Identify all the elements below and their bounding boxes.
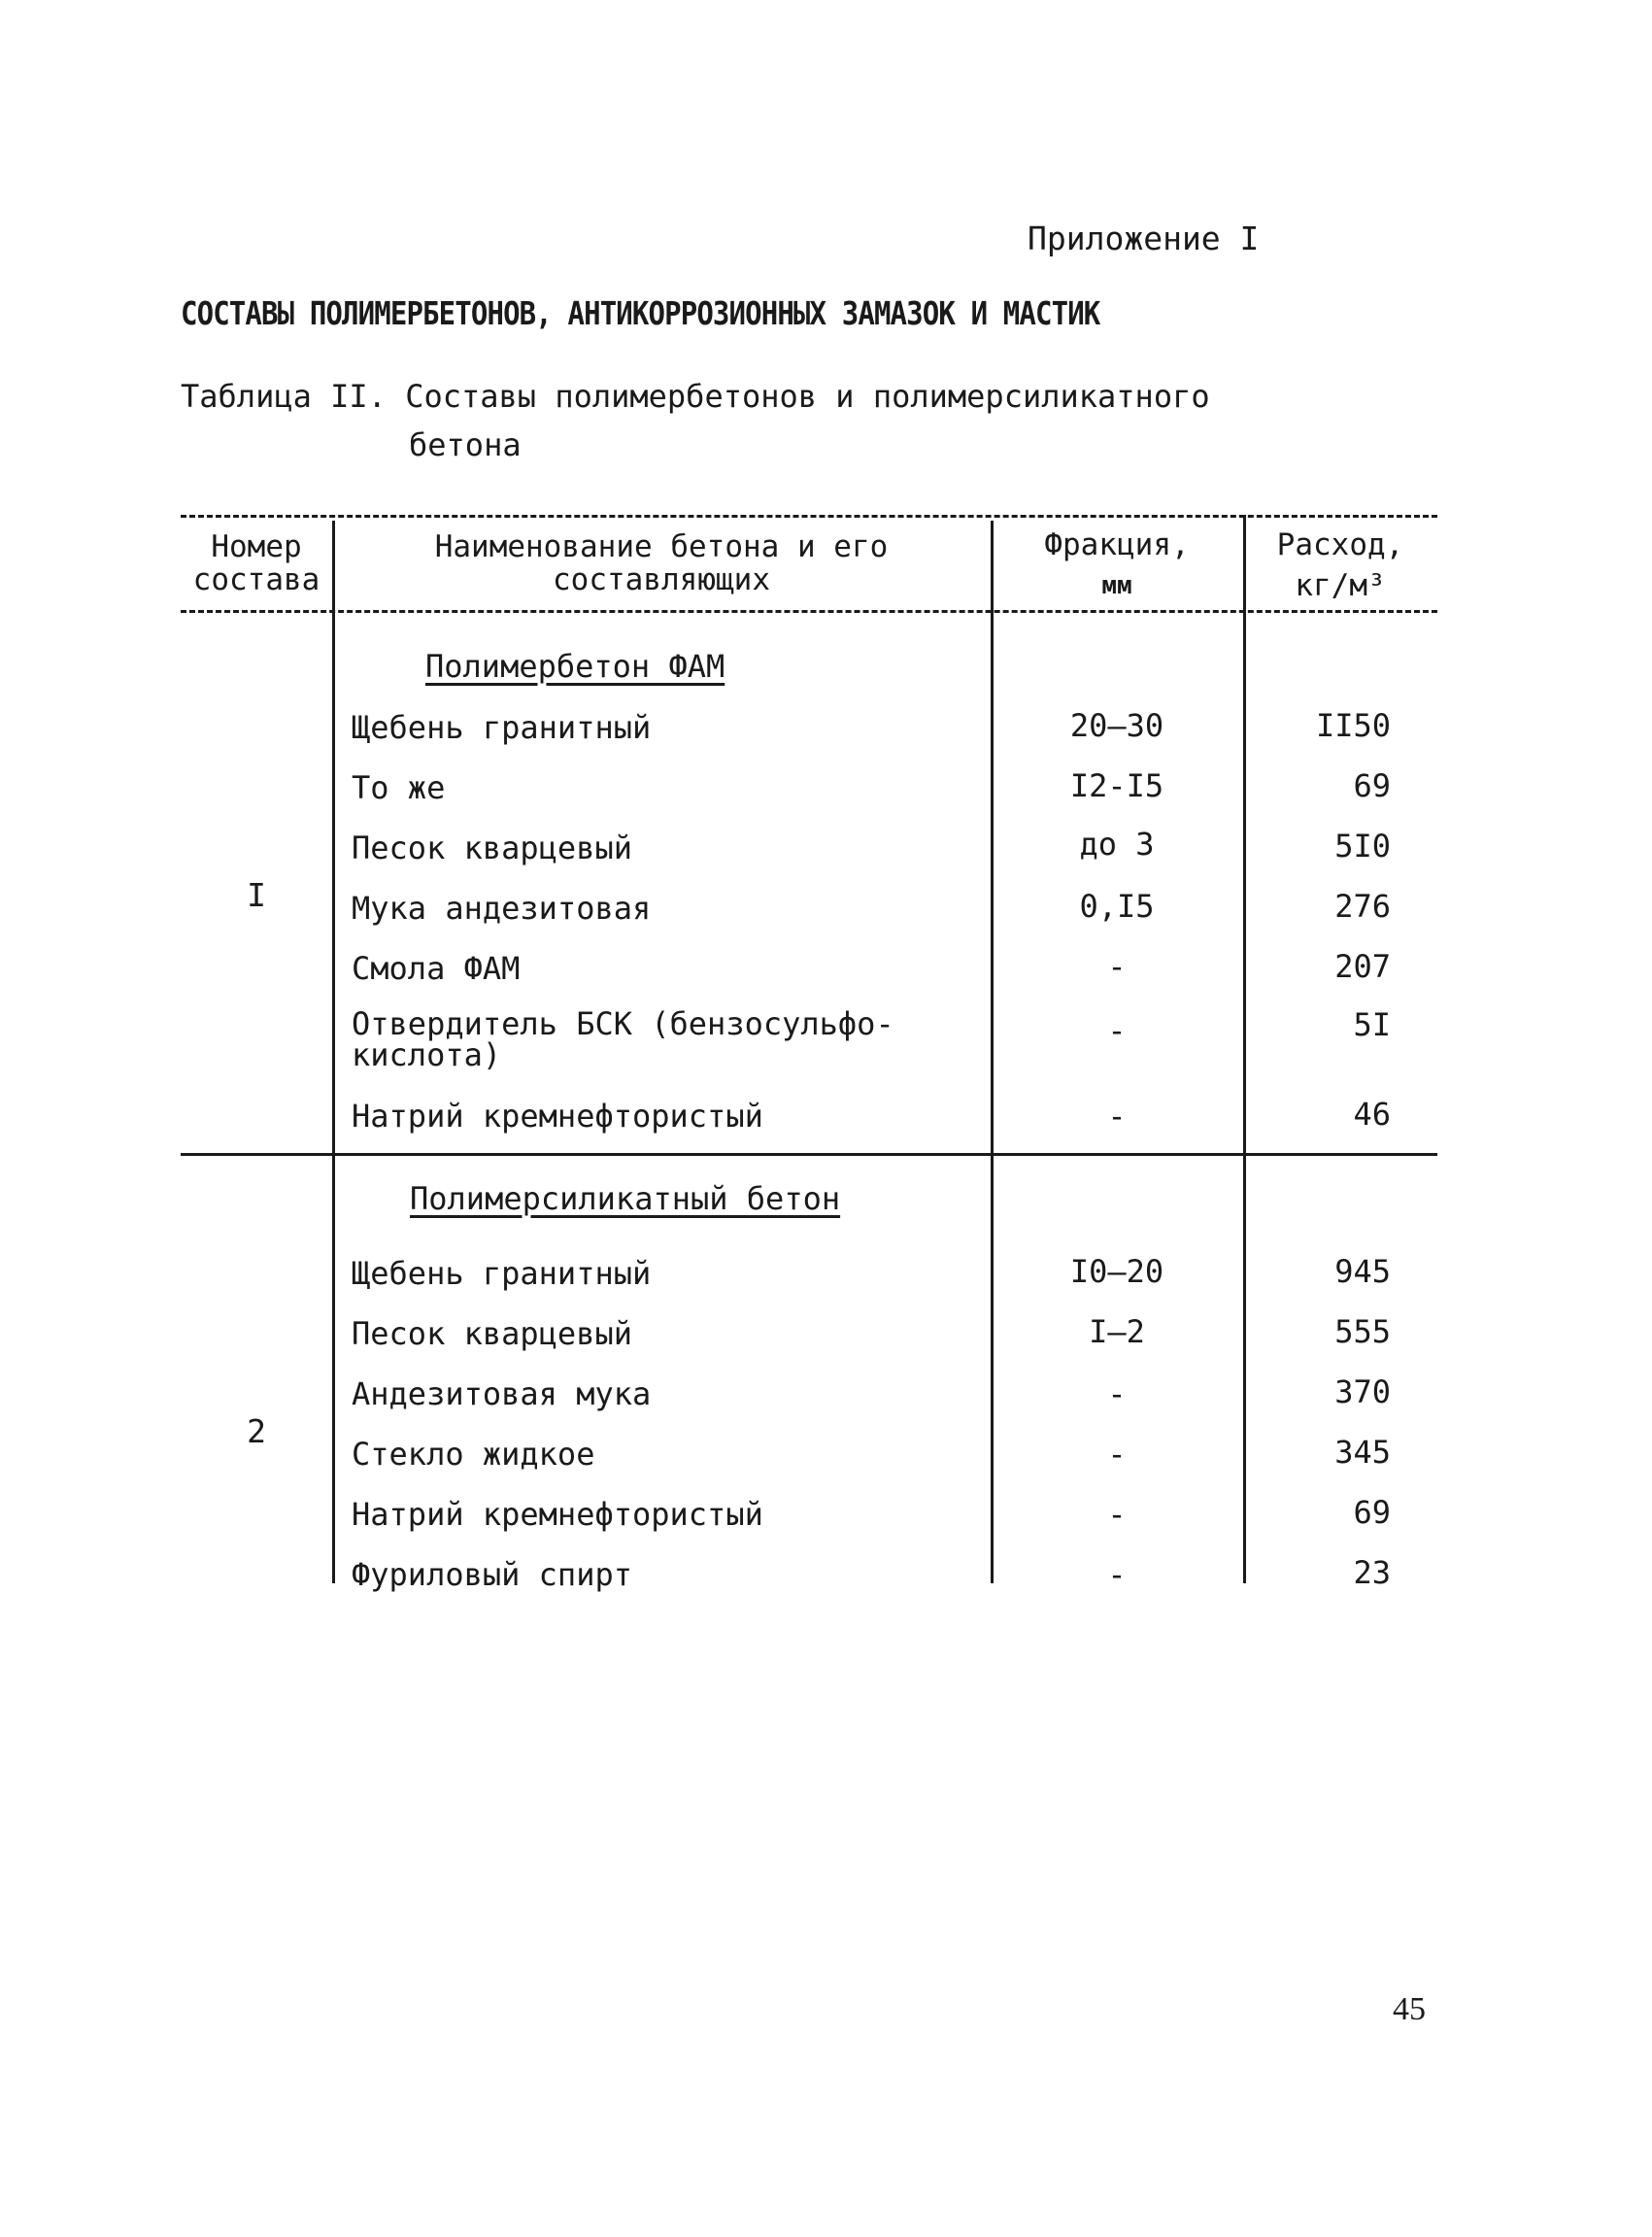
- g2-row4-fraction: -: [1107, 1436, 1127, 1473]
- group-1-title: Полимербетон ФАМ: [425, 648, 725, 685]
- header-name-l2: составляющих: [553, 562, 770, 597]
- g1-row3-name: Песок кварцевый: [352, 830, 632, 866]
- header-number: [181, 530, 332, 596]
- g1-row6-name: Отвердитель БСК (бензосульфо-кислота): [352, 1005, 894, 1073]
- header-bottom-rule: [181, 610, 1437, 613]
- caption-line-2: бетона: [409, 426, 522, 463]
- g2-row3-consumption: 370: [1334, 1373, 1391, 1410]
- header-name-l1: Наименование бетона и его: [434, 529, 889, 564]
- g1-row6-fraction: -: [1107, 1012, 1127, 1049]
- header-number-l2: состава: [192, 562, 320, 597]
- g1-row7-fraction: -: [1107, 1098, 1127, 1135]
- g2-row2-consumption: 555: [1334, 1313, 1391, 1350]
- g2-row2-fraction: I–2: [1089, 1313, 1145, 1350]
- g2-row3-name: Андезитовая мука: [352, 1375, 652, 1412]
- g2-row1-consumption: 945: [1334, 1253, 1391, 1290]
- g1-row7-consumption: 46: [1353, 1096, 1391, 1133]
- g2-row6-name: Фуриловый спирт: [352, 1556, 632, 1593]
- g1-row5-fraction: -: [1107, 948, 1127, 985]
- g2-row6-fraction: -: [1107, 1556, 1127, 1593]
- table-caption: [181, 372, 1210, 469]
- compositions-table: [181, 515, 1437, 1593]
- caption-line-1: Таблица II. Составы полимербетонов и полимерсиликатного: [181, 378, 1210, 415]
- header-top-rule: [181, 515, 1437, 518]
- g1-row3-consumption: 5I0: [1334, 828, 1391, 864]
- main-title: СОСТАВЫ ПОЛИМЕРБЕТОНОВ, АНТИКОРРОЗИОННЫХ ЗАМАЗОК И МАСТИК: [181, 294, 1100, 332]
- group-2-number: 2: [247, 1412, 266, 1450]
- group-separator: [181, 1153, 1437, 1156]
- header-consumption-l2: кг/м³: [1295, 568, 1386, 603]
- g1-row3-fraction: до 3: [1079, 826, 1155, 863]
- header-name: [332, 530, 991, 596]
- g2-row4-name: Стекло жидкое: [352, 1436, 595, 1473]
- header-fraction-l2: мм: [1101, 571, 1132, 600]
- header-fraction-l1: Фракция,: [1044, 527, 1190, 562]
- g1-row1-name: Щебень гранитный: [352, 709, 652, 746]
- header-consumption-l1: Расход,: [1276, 527, 1404, 562]
- g1-row4-name: Мука андезитовая: [352, 890, 652, 927]
- group-1-number: I: [247, 876, 266, 914]
- g1-row4-fraction: 0,I5: [1079, 888, 1155, 925]
- g1-row7-name: Натрий кремнефтористый: [352, 1098, 763, 1135]
- g1-row6-consumption: 5I: [1353, 1006, 1391, 1043]
- g2-row6-consumption: 23: [1353, 1554, 1391, 1591]
- col-divider-3: [1243, 515, 1246, 1583]
- g1-row2-fraction: I2-I5: [1069, 767, 1164, 804]
- g1-row2-consumption: 69: [1353, 767, 1391, 804]
- g1-row2-name: То же: [352, 769, 446, 806]
- g2-row4-consumption: 345: [1334, 1434, 1391, 1471]
- col-divider-2: [991, 521, 994, 1583]
- g2-row1-name: Щебень гранитный: [352, 1255, 652, 1292]
- g1-row5-name: Смола ФАМ: [352, 950, 521, 987]
- appendix-label: Приложение I: [1028, 220, 1260, 257]
- g1-row1-consumption: II50: [1315, 707, 1391, 744]
- g2-row3-fraction: -: [1107, 1375, 1127, 1412]
- col-divider-1: [332, 521, 335, 1583]
- g2-row2-name: Песок кварцевый: [352, 1315, 632, 1352]
- g2-row5-fraction: -: [1107, 1496, 1127, 1533]
- header-number-l1: Номер: [211, 529, 302, 564]
- group-2-title: Полимерсиликатный бетон: [410, 1180, 841, 1217]
- g2-row5-consumption: 69: [1353, 1494, 1391, 1531]
- g1-row4-consumption: 276: [1334, 888, 1391, 925]
- page-number: 45: [1393, 1991, 1426, 2027]
- g1-row5-consumption: 207: [1334, 948, 1391, 985]
- g2-row1-fraction: I0–20: [1069, 1253, 1164, 1290]
- header-consumption: [1243, 528, 1437, 602]
- g1-row1-fraction: 20–30: [1069, 707, 1164, 744]
- g2-row5-name: Натрий кремнефтористый: [352, 1496, 763, 1533]
- header-fraction: [991, 528, 1243, 602]
